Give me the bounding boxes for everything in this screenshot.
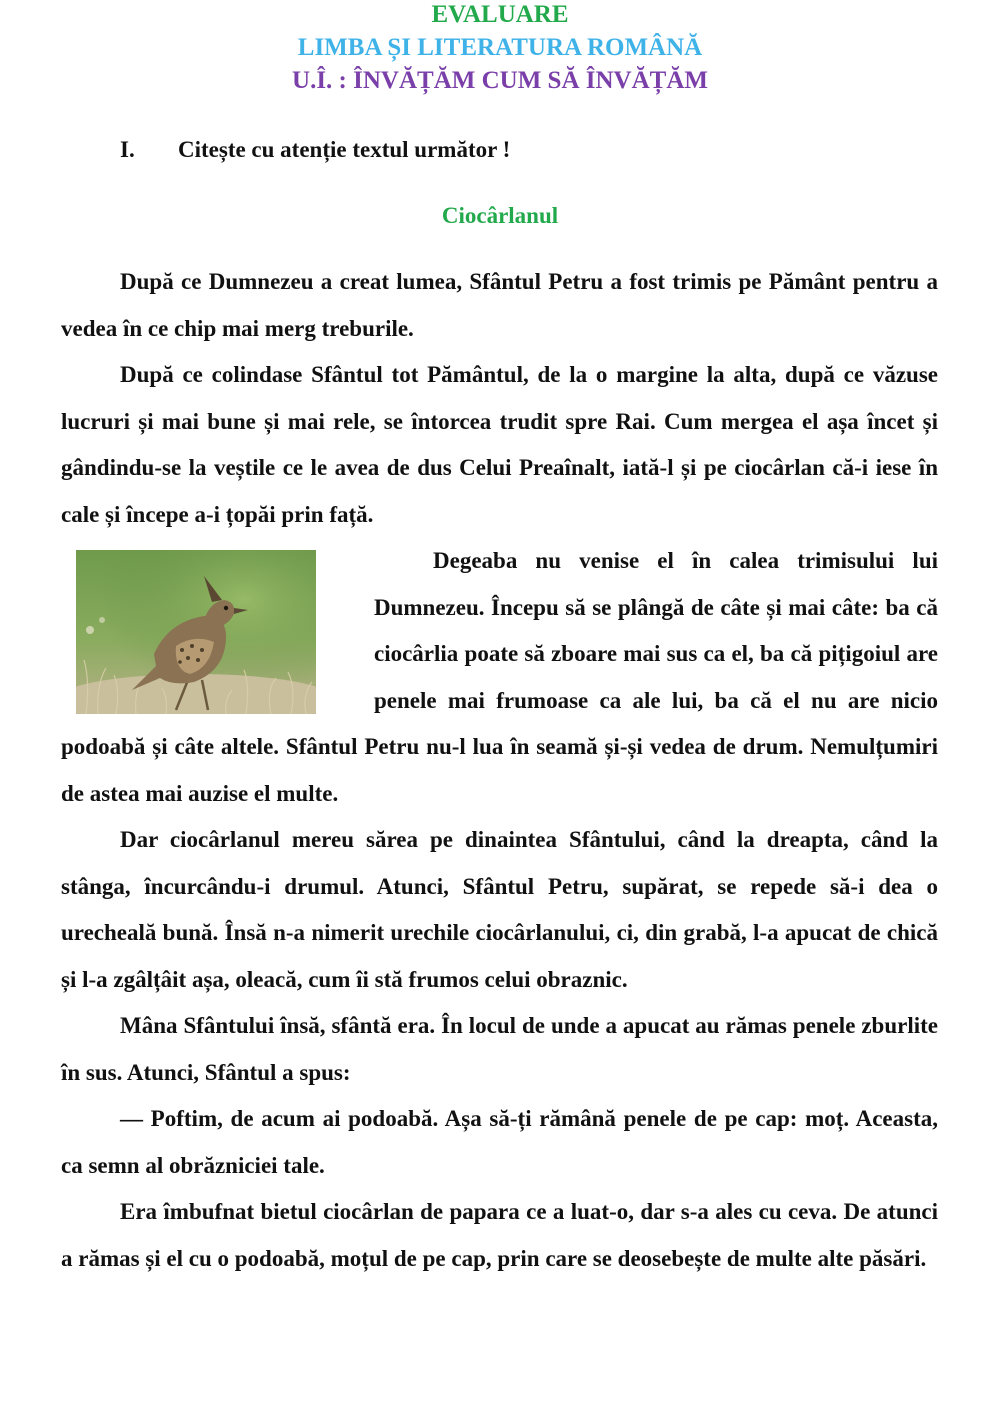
story-title: Ciocârlanul bbox=[441, 203, 559, 228]
paragraph: Dar ciocârlanul mereu sărea pe dinaintea Sfântului, când la dreapta, când la stânga, încurcându-i drumul. Atunci, Sfântul Petru, supărat, se repede să-i dea o urecheală bună. Însă n-a nimerit urechile ciocârlanului, ci, din grabă, l-a apucat de chică și l-a zgâlțâit așa, oleacă, cum îi stă frumos celui obraznic. bbox=[61, 827, 938, 992]
crested-lark-photo bbox=[76, 550, 316, 714]
instruction-text: Citește cu atenție textul următor ! bbox=[178, 137, 511, 162]
paragraph: După ce colindase Sfântul tot Pământul, de la o margine la alta, după ce văzuse lucruri și mai bune și mai rele, se întorcea trudit spre Rai. Cum mergea el așa încet și gândindu-se la veștile ce le avea de dus Celui Preaînalt, iată-l și pe ciocârlan că-i iese în cale și începe a-i țopăi prin față. bbox=[61, 362, 938, 527]
section-number: I. bbox=[120, 137, 135, 162]
paragraph: După ce Dumnezeu a creat lumea, Sfântul Petru a fost trimis pe Pământ pentru a vedea în ce chip mai merg treburile. bbox=[61, 269, 938, 341]
paragraph: Era îmbufnat bietul ciocârlan de papara ce a luat-o, dar s-a ales cu ceva. De atunci a rămas și el cu o podoabă, moțul de pe cap, prin care se deosebește de multe alte păsări. bbox=[61, 1199, 938, 1271]
section-instruction bbox=[120, 134, 510, 166]
header-unit: U.Î. : ÎNVĂȚĂM CUM SĂ ÎNVĂȚĂM bbox=[292, 67, 708, 94]
story-text bbox=[61, 259, 938, 1282]
header-subject: LIMBA ȘI LITERATURA ROMÂNĂ bbox=[297, 34, 703, 61]
lark-illustration bbox=[76, 550, 316, 714]
paragraph: Mâna Sfântului însă, sfântă era. În locul de unde a apucat au rămas penele zburlite în sus. Atunci, Sfântul a spus: bbox=[61, 1013, 938, 1085]
paragraph: — Poftim, de acum ai podoabă. Așa să-ți rămână penele de pe cap: moț. Aceasta, ca semn al obrăzniciei tale. bbox=[61, 1106, 938, 1178]
header-evaluare: EVALUARE bbox=[431, 1, 569, 28]
paragraph: Degeaba nu venise el în calea trimisului lui Dumnezeu. Începu să se plângă de câte și mai câte: ba că ciocârlia poate să zboare mai sus ca el, ba că pițigoiul are penele mai frumoase ca ale lui, ba că el nu are nicio podoabă și câte altele. Sfântul Petru nu-l lua în seamă și-și vedea de drum. Nemulțumiri de astea mai auzise el multe. bbox=[61, 548, 938, 806]
